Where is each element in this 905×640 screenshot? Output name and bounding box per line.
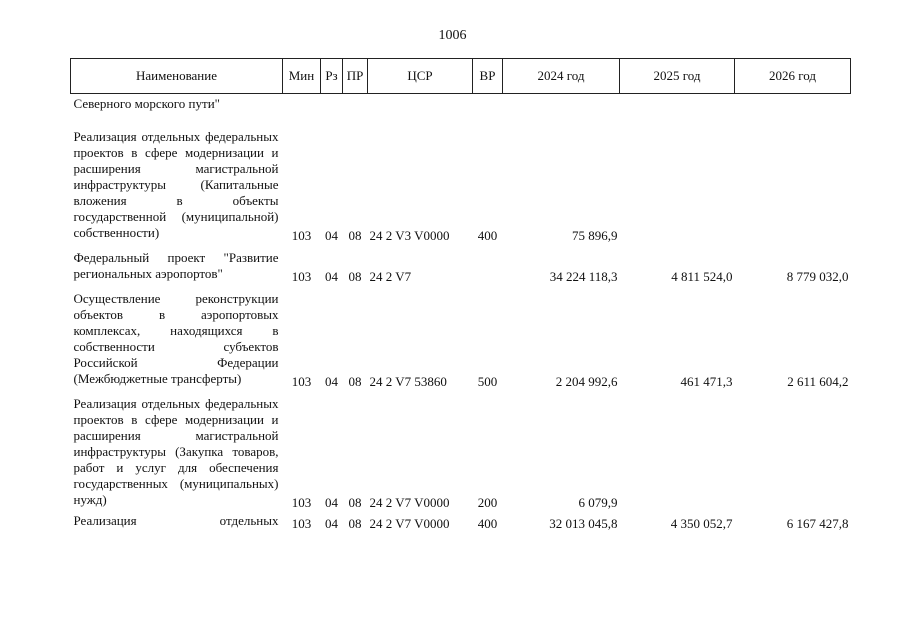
- row-pr: 08: [348, 228, 362, 243]
- row-2024: 2 204 992,6: [555, 374, 618, 389]
- row-vr: 400: [477, 228, 498, 243]
- page-number: 1006: [438, 28, 467, 43]
- header-2024: 2024 год: [503, 59, 620, 94]
- row-pr: [343, 94, 368, 118]
- row-vr: 200: [477, 495, 498, 510]
- row-pr: 08: [348, 495, 362, 510]
- row-2024: 32 013 045,8: [549, 516, 618, 531]
- row-2024: 34 224 118,3: [549, 269, 618, 284]
- row-name: Реализация отдельных федеральных проектов в сфере модернизации и расширения магистральной инфраструктуры (Капитальные вложения в объекты государственной (муниципальной) собственности): [73, 129, 279, 240]
- row-name: Реализация отдельных: [73, 513, 279, 528]
- row-name: Северного морского пути": [73, 96, 220, 111]
- row-pr: 08: [348, 516, 362, 531]
- row-2026: 2 611 604,2: [787, 374, 849, 389]
- row-min: [283, 94, 321, 118]
- header-2025: 2025 год: [620, 59, 735, 94]
- budget-table: [70, 58, 851, 532]
- table-row: [71, 390, 851, 511]
- row-2024: 75 896,9: [572, 228, 618, 243]
- row-csr: [368, 94, 473, 118]
- header-name: Наименование: [71, 59, 283, 94]
- row-2026: [735, 390, 851, 511]
- row-rz: 04: [325, 495, 338, 510]
- row-rz: 04: [325, 228, 338, 243]
- row-min: 103: [291, 269, 312, 284]
- row-csr: 24 2 V7 V0000: [369, 516, 450, 531]
- row-name: Федеральный проект "Развитие региональных аэропортов": [73, 250, 279, 281]
- row-name: Реализация отдельных федеральных проектов в сфере модернизации и расширения магистральной инфраструктуры (Закупка товаров, работ и услуг для обеспечения государственных (муниципальных) нужд): [73, 396, 279, 507]
- row-min: 103: [291, 374, 312, 389]
- row-2025: 4 350 052,7: [670, 516, 733, 531]
- row-vr: 400: [477, 516, 498, 531]
- row-2026: [735, 117, 851, 244]
- table-header-row: [71, 59, 851, 94]
- row-rz: 04: [325, 516, 338, 531]
- row-vr: [473, 94, 503, 118]
- table-row: [71, 94, 851, 118]
- row-csr: 24 2 V3 V0000: [369, 228, 450, 243]
- row-2025: 461 471,3: [680, 374, 733, 389]
- row-2024: 6 079,9: [578, 495, 618, 510]
- row-csr: 24 2 V7 V0000: [369, 495, 450, 510]
- table-row: [71, 117, 851, 244]
- row-vr: [473, 244, 503, 285]
- row-rz: [321, 94, 343, 118]
- row-2025: [620, 390, 735, 511]
- row-csr: 24 2 V7: [369, 269, 412, 284]
- row-2026: 8 779 032,0: [786, 269, 849, 284]
- row-vr: 500: [477, 374, 498, 389]
- row-min: 103: [291, 228, 312, 243]
- header-vr: ВР: [473, 59, 503, 94]
- header-csr: ЦСР: [368, 59, 473, 94]
- row-pr: 08: [348, 374, 362, 389]
- header-pr: ПР: [343, 59, 368, 94]
- header-min: Мин: [283, 59, 321, 94]
- row-min: 103: [291, 495, 312, 510]
- row-rz: 04: [325, 374, 338, 389]
- row-2025: [620, 94, 735, 118]
- row-pr: 08: [348, 269, 362, 284]
- row-2026: 6 167 427,8: [786, 516, 849, 531]
- row-name: Осуществление реконструкции объектов в аэропортовых комплексах, находящихся в собственности субъектов Российской Федерации (Межбюджетные трансферты): [73, 291, 279, 386]
- table-row: [71, 285, 851, 390]
- row-csr: 24 2 V7 53860: [369, 374, 447, 389]
- header-2026: 2026 год: [735, 59, 851, 94]
- row-2025: [620, 117, 735, 244]
- table-row: [71, 244, 851, 285]
- row-2024: [503, 94, 620, 118]
- row-rz: 04: [325, 269, 338, 284]
- row-2025: 4 811 524,0: [671, 269, 733, 284]
- row-min: 103: [291, 516, 312, 531]
- header-rz: Рз: [321, 59, 343, 94]
- table-row: [71, 511, 851, 532]
- row-2026: [735, 94, 851, 118]
